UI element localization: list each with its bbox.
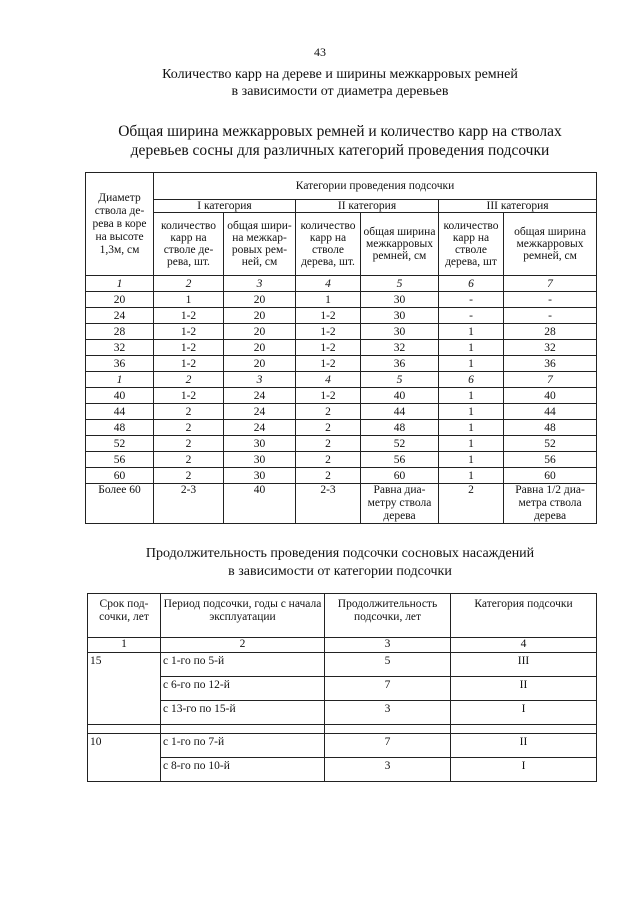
column-header: количество карр на стволе дерева, шт — [439, 213, 504, 276]
table-row — [86, 388, 597, 404]
table-row — [88, 638, 597, 653]
table-cell: 2 — [154, 372, 224, 388]
category-cell: II — [451, 677, 597, 701]
table-cell: 20 — [224, 292, 296, 308]
table-cell: 1 — [439, 340, 504, 356]
table-cell: 2 — [154, 436, 224, 452]
table1-caption-line2: деревьев сосны для различных категорий проведения подсочки — [130, 142, 550, 159]
table-cell: 48 — [504, 420, 597, 436]
table-cell: 52 — [361, 436, 439, 452]
table-cell: 2 — [439, 484, 504, 524]
table-cell: 1 — [154, 292, 224, 308]
table-cell: 2 — [154, 452, 224, 468]
term-cell: 10 — [88, 734, 161, 782]
diameter-header: Диаметр ствола де-рева в коре на высоте 1,3м, см — [86, 173, 154, 276]
table-row — [86, 324, 597, 340]
table-cell: 20 — [224, 324, 296, 340]
table-cell: 1-2 — [154, 388, 224, 404]
table-cell: 4 — [296, 372, 361, 388]
table-cell: 1-2 — [296, 340, 361, 356]
table-cell: 36 — [86, 356, 154, 372]
table-row — [86, 436, 597, 452]
table-cell: 4 — [451, 638, 597, 653]
table-cell: 28 — [504, 324, 597, 340]
category-header: Категория подсочки — [451, 594, 597, 638]
table-cell: Равна диа-метру ствола дерева — [361, 484, 439, 524]
table-cell: 3 — [224, 372, 296, 388]
category-cell: I — [451, 701, 597, 725]
table-cell: 40 — [504, 388, 597, 404]
column-header: общая шири-на межкар-ровых рем-ней, см — [224, 213, 296, 276]
table-cell: - — [504, 292, 597, 308]
table-cell: 56 — [361, 452, 439, 468]
table-cell: 20 — [224, 308, 296, 324]
table-row — [86, 404, 597, 420]
table-cell: 30 — [224, 468, 296, 484]
table-row — [86, 308, 597, 324]
table-cell: 2 — [161, 638, 325, 653]
table-row — [88, 653, 597, 677]
table-cell: 30 — [224, 436, 296, 452]
table-cell: 1-2 — [296, 356, 361, 372]
table-cell: 44 — [86, 404, 154, 420]
period-cell: с 13-го по 15-й — [161, 701, 325, 725]
table-cell: 30 — [224, 452, 296, 468]
table-cell: - — [439, 292, 504, 308]
table-cell: Равна 1/2 диа-метра ствола дерева — [504, 484, 597, 524]
table1-caption — [60, 122, 620, 160]
table-cell: 44 — [361, 404, 439, 420]
category-cell: I — [451, 758, 597, 782]
table-cell: - — [439, 308, 504, 324]
table-cell: 2-3 — [296, 484, 361, 524]
table-cell: 30 — [361, 308, 439, 324]
table-cell: 52 — [86, 436, 154, 452]
category-2-header: II категория — [296, 200, 439, 213]
table-cell: 32 — [504, 340, 597, 356]
table-cell: 1 — [439, 404, 504, 420]
table-row — [86, 452, 597, 468]
column-header: количество карр на стволе де-рева, шт. — [154, 213, 224, 276]
table-cell: 24 — [224, 388, 296, 404]
page-title-line2: в зависимости от диаметра деревьев — [231, 84, 449, 99]
table-cell: 56 — [504, 452, 597, 468]
table-cell: 2 — [154, 404, 224, 420]
separator-cell — [88, 725, 161, 734]
table-cell: 32 — [86, 340, 154, 356]
table-row — [86, 420, 597, 436]
period-header: Период подсочки, годы с начала эксплуатации — [161, 594, 325, 638]
table-cell: 30 — [361, 324, 439, 340]
table-cell: 1 — [88, 638, 161, 653]
table-row — [88, 734, 597, 758]
column-header: общая ширина межкарровых ремней, см — [361, 213, 439, 276]
table-cell: 40 — [361, 388, 439, 404]
table-cell: 6 — [439, 276, 504, 292]
table-row — [88, 701, 597, 725]
table-cell: 4 — [296, 276, 361, 292]
duration-header: Продолжительность подсочки, лет — [325, 594, 451, 638]
table-cell: 5 — [361, 276, 439, 292]
table-cell: 3 — [325, 638, 451, 653]
table-row — [86, 484, 597, 524]
table2-caption — [60, 545, 620, 581]
table-cell: 28 — [86, 324, 154, 340]
table-row — [86, 292, 597, 308]
table-cell: 2 — [296, 468, 361, 484]
column-header: количество карр на стволе дерева, шт. — [296, 213, 361, 276]
separator-cell — [451, 725, 597, 734]
category-cell: II — [451, 734, 597, 758]
tapping-table — [85, 172, 597, 524]
column-header: общая ширина межкарровых ремней, см — [504, 213, 597, 276]
period-cell: с 8-го по 10-й — [161, 758, 325, 782]
table-cell: 2 — [154, 468, 224, 484]
table-cell: 40 — [224, 484, 296, 524]
table2-caption-line2: в зависимости от категории подсочки — [228, 564, 452, 579]
category-3-header: III категория — [439, 200, 597, 213]
group-separator — [88, 725, 597, 734]
table-cell: 2 — [296, 404, 361, 420]
table-cell: - — [504, 308, 597, 324]
table-cell: 24 — [86, 308, 154, 324]
table-cell: 1 — [86, 372, 154, 388]
table-cell: 7 — [504, 372, 597, 388]
page-number: 43 — [314, 45, 326, 59]
table-cell: 2 — [154, 420, 224, 436]
table2-caption-line1: Продолжительность проведения подсочки сосновых насаждений — [145, 546, 535, 561]
period-cell: с 6-го по 12-й — [161, 677, 325, 701]
term-header: Срок под-сочки, лет — [88, 594, 161, 638]
duration-cell: 3 — [325, 701, 451, 725]
table-cell: 1 — [439, 388, 504, 404]
separator-cell — [161, 725, 325, 734]
table-cell: 1-2 — [154, 356, 224, 372]
table-cell: 6 — [439, 372, 504, 388]
table-cell: 60 — [86, 468, 154, 484]
term-cell: 15 — [88, 653, 161, 725]
table-cell: 1-2 — [154, 308, 224, 324]
table-cell: 2 — [296, 436, 361, 452]
table-cell: 1 — [439, 324, 504, 340]
table-cell: 2-3 — [154, 484, 224, 524]
table-cell: 1 — [439, 436, 504, 452]
table-row — [86, 340, 597, 356]
table-cell: 7 — [504, 276, 597, 292]
duration-cell: 7 — [325, 734, 451, 758]
page-title-line1: Количество карр на дереве и ширины межкарровых ремней — [162, 67, 518, 82]
table1-caption-line1: Общая ширина межкарровых ремней и количество карр на стволах — [118, 123, 562, 140]
table-cell: 40 — [86, 388, 154, 404]
table-cell: 1 — [86, 276, 154, 292]
duration-cell: 3 — [325, 758, 451, 782]
table-row — [86, 356, 597, 372]
table-cell: 1 — [439, 468, 504, 484]
period-cell: с 1-го по 5-й — [161, 653, 325, 677]
table-cell: 1-2 — [154, 324, 224, 340]
table-row — [88, 758, 597, 782]
duration-table — [87, 593, 597, 782]
separator-cell — [325, 725, 451, 734]
period-cell: с 1-го по 7-й — [161, 734, 325, 758]
table-cell: 1 — [296, 292, 361, 308]
table-cell: 44 — [504, 404, 597, 420]
table-row — [88, 677, 597, 701]
table-cell: 5 — [361, 372, 439, 388]
table-cell: 36 — [504, 356, 597, 372]
categories-header: Категории проведения подсочки — [154, 173, 597, 200]
table-cell: 56 — [86, 452, 154, 468]
duration-cell: 5 — [325, 653, 451, 677]
table-cell: 1-2 — [296, 388, 361, 404]
table-row — [86, 372, 597, 388]
table-cell: 2 — [296, 420, 361, 436]
duration-cell: 7 — [325, 677, 451, 701]
table-cell: Более 60 — [86, 484, 154, 524]
table-cell: 3 — [224, 276, 296, 292]
table-cell: 32 — [361, 340, 439, 356]
table-cell: 1 — [439, 356, 504, 372]
table-cell: 2 — [154, 276, 224, 292]
table-cell: 24 — [224, 420, 296, 436]
category-cell: III — [451, 653, 597, 677]
table-cell: 20 — [86, 292, 154, 308]
table-cell: 48 — [361, 420, 439, 436]
table-cell: 20 — [224, 356, 296, 372]
table-cell: 1 — [439, 452, 504, 468]
table-cell: 30 — [361, 292, 439, 308]
table-cell: 36 — [361, 356, 439, 372]
table-cell: 1-2 — [296, 308, 361, 324]
table-row — [86, 276, 597, 292]
category-1-header: I категория — [154, 200, 296, 213]
table-cell: 48 — [86, 420, 154, 436]
table-cell: 60 — [504, 468, 597, 484]
table-cell: 24 — [224, 404, 296, 420]
table-cell: 20 — [224, 340, 296, 356]
table-cell: 52 — [504, 436, 597, 452]
table-row — [86, 468, 597, 484]
table-cell: 60 — [361, 468, 439, 484]
table-cell: 1-2 — [296, 324, 361, 340]
table-cell: 1-2 — [154, 340, 224, 356]
table-cell: 1 — [439, 420, 504, 436]
table-cell: 2 — [296, 452, 361, 468]
page-title — [60, 66, 620, 100]
